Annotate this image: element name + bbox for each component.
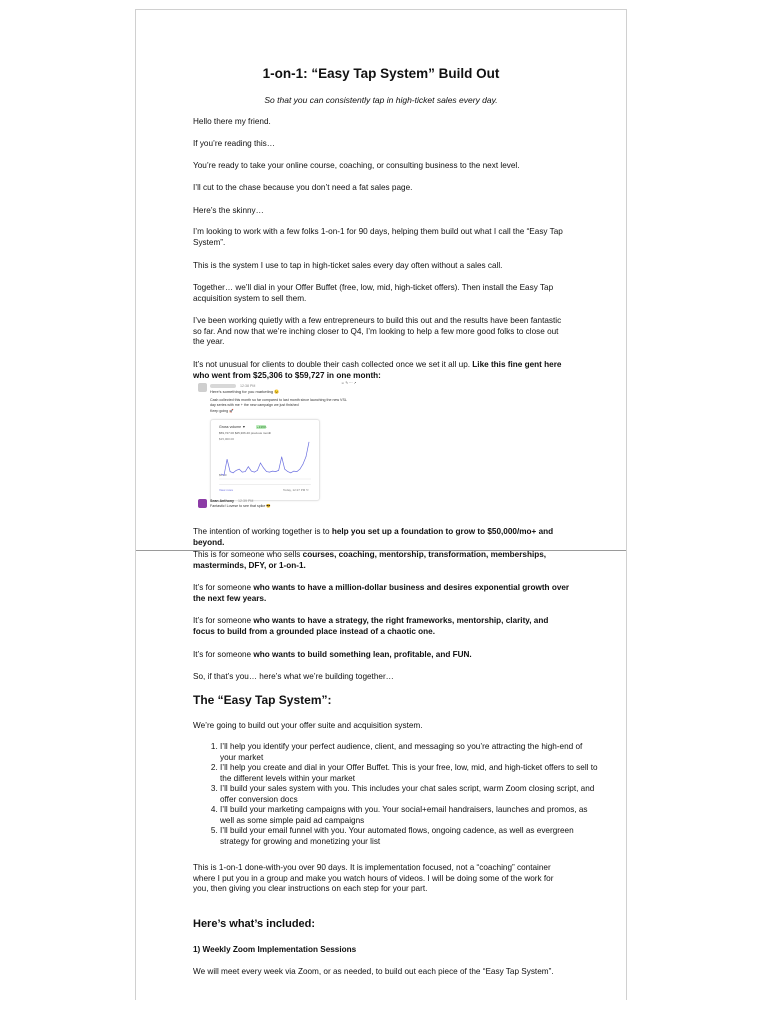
data-point [291,473,292,474]
paragraph: You’re ready to take your online course, coaching, or consulting business to the next level. [193,161,520,170]
data-point [242,472,243,473]
paragraph: I’ve been working quietly with a few entrepreneurs to build this out and the results have been fantastic so far. And now that we’re inching closer to Q4, I’m looking to help a few more good folks to close out the year. [193,316,562,346]
data-point [233,473,234,474]
paragraph [193,360,571,381]
data-point [309,442,310,443]
paragraph [193,650,571,661]
view-more-link[interactable]: View more [219,488,234,492]
testimonial-screenshot [193,381,388,511]
bold-text: Like this fine gent here who went from $25,306 to $59,727 in one month: [193,360,562,380]
bold-text: who wants to build something lean, profitable, and FUN. [253,650,472,659]
timestamp: 12:38 PM [240,384,256,388]
message-title: Here’s something for you marketing 😉 [210,389,280,394]
data-point [236,470,237,471]
paragraph: We will meet every week via Zoom, or as needed, to build out each piece of the “Easy Tap System”. [193,967,554,976]
bold-text: courses, coaching, mentorship, transformation, memberships, masterminds, DFY, or 1-on-1. [193,550,547,570]
paragraph: I’m looking to work with a few folks 1-on-1 for 90 days, helping them build out what I call the “Easy Tap System”. [193,227,563,247]
data-point [284,469,285,470]
data-point [266,471,267,472]
paragraph [193,550,571,571]
stripe-chart-card [210,419,320,501]
text-span: It’s for someone [193,583,254,592]
paragraph: We’re going to build out your offer suite and acquisition system. [193,721,423,730]
data-point [303,464,304,465]
list-item: 3. I’ll build your sales system with you. This includes your chat sales script, warm Zoom closing script, and offer conversion docs [220,784,600,805]
data-point [294,471,295,472]
document-subtitle: So that you can consistently tap in high-ticket sales every day. [264,95,498,105]
data-point [263,468,264,469]
data-point [254,472,255,473]
paragraph: This is the system I use to tap in high-ticket sales every day often without a sales call. [193,261,503,270]
list-item: 2. I’ll help you create and dial in your Offer Buffet. This is your free, low, mid, and high-ticket offers to sell to the different levels within your market [220,763,600,784]
data-point [248,466,249,467]
document-page [135,9,627,1000]
paragraph: Together… we’ll dial in your Offer Buffet (free, low, mid, high-ticket offers). Then install the Easy Tap acquisition system to sell them. [193,283,554,303]
axis-bottom-label: $0.00 [219,473,227,477]
text-span: It’s for someone [193,616,254,625]
list-item: 1. I’ll help you identify your perfect audience, client, and messaging so you’re attracting the high-end of your market [220,742,600,763]
data-point [272,471,273,472]
data-point [306,457,307,458]
document-title: 1-on-1: “Easy Tap System” Build Out [262,66,500,81]
message-line: Cash collected this month so far compared to last month since launching the new VSL [210,398,347,402]
paragraph: So, if that’s you… here’s what we’re building together… [193,672,394,681]
paragraph: This is 1-on-1 done-with-you over 90 days. It is implementation focused, not a “coaching” container where I put you in a group and make you watch hours of videos. I will be doing some of the work for you, then giving you clear instructions on each step for your part. [193,863,554,893]
avatar [198,499,207,508]
series-line [221,442,309,475]
growth-badge-text: +136% [257,425,267,429]
steps-list [193,742,600,847]
text-span: It’s for someone [193,650,254,659]
data-point [269,472,270,473]
paragraph [193,527,571,548]
data-point [275,471,276,472]
chart-title: Gross volume ▼ [219,425,246,429]
reply-time: 12:39 PM [238,499,254,503]
paragraph: If you’re reading this… [193,139,275,148]
data-point [288,471,289,472]
section-heading: The “Easy Tap System”: [193,693,332,707]
bold-text: help you set up a foundation to grow to $50,000/mo+ and beyond. [193,527,554,547]
divider [219,484,311,485]
data-point [297,471,298,472]
data-point [260,463,261,464]
data-point [245,471,246,472]
subheading: 1) Weekly Zoom Implementation Sessions [193,945,357,954]
data-point [239,469,240,470]
reply-name: Sean Anthony [210,499,235,503]
list-item: 5. I’ll build your email funnel with you. Your automated flows, ongoing cadence, as well as evergreen strategy for growing and monetizing your list [220,826,600,847]
chart-amount: $59,727.00 $25,306.40 previous month [219,431,272,435]
paragraph: Hello there my friend. [193,117,271,126]
data-point [227,459,228,460]
section-heading: Here’s what’s included: [193,918,316,930]
paragraph [193,616,571,637]
data-point [257,470,258,471]
data-point [221,474,222,475]
message-line: Keep going 🚀 [210,409,234,413]
data-point [278,470,279,471]
avatar [198,383,207,392]
reaction-toolbar: ☺ ✎ ⋯ ↗ [341,381,357,385]
data-point [300,469,301,470]
blurred-name [210,384,236,388]
data-point [281,457,282,458]
paragraph: I’ll cut to the chase because you don’t need a fat sales page. [193,183,413,192]
text-span: The intention of working together is to [193,527,332,536]
data-point [251,471,252,472]
paragraph: Here’s the skinny… [193,206,264,215]
paragraph [193,583,571,604]
message-line: day series with me + the new campaign we just finished [210,403,299,407]
data-point [230,471,231,472]
bold-text: who wants to have a million-dollar business and desires exponential growth over the next few years. [193,583,570,603]
text-span: It’s not unusual for clients to double their cash collected once we set it all up. [193,360,473,369]
data-point [224,475,225,476]
list-item: 4. I’ll build your marketing campaigns with you. Your social+email handraisers, launches and promos, as well as some simple paid ad campaigns [220,805,600,826]
reply-text: Fantastic! Lovese to see that spike 😎 [210,504,271,508]
bold-text: who wants to have a strategy, the right frameworks, mentorship, clarity, and focus to build from a grounded place instead of a chaotic one. [193,616,549,636]
axis-top-label: $15,000.00 [219,437,235,441]
updated-time: Today, 12:27 PM ↻ [283,488,309,492]
text-span: This is for someone who sells [193,550,303,559]
